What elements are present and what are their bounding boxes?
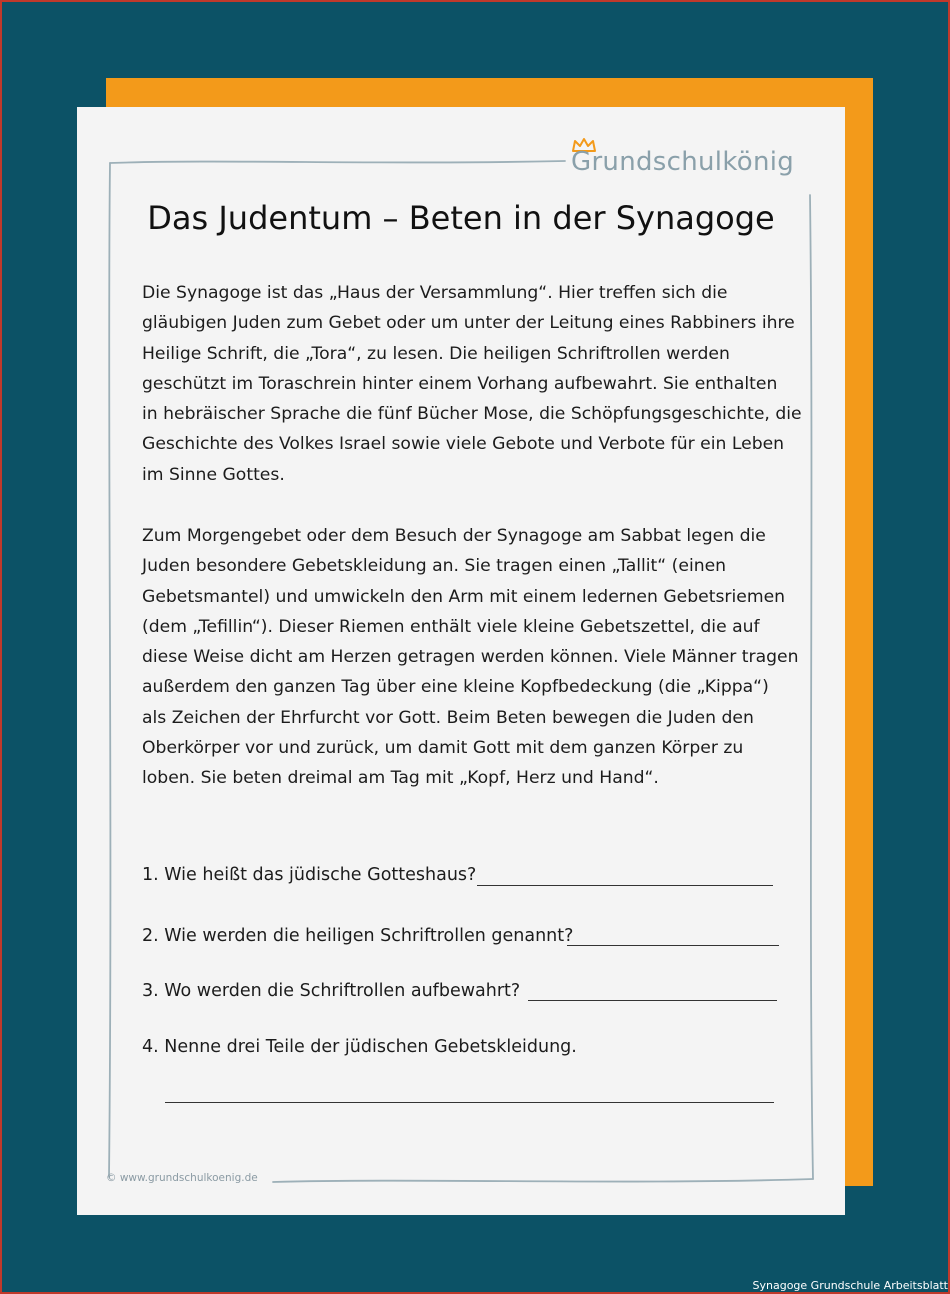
text-line: Oberkörper vor und zurück, um damit Gott mit dem ganzen Körper zu <box>142 738 744 759</box>
answer-line-2[interactable] <box>567 945 779 946</box>
image-caption: Synagoge Grundschule Arbeitsblatt <box>752 1279 948 1292</box>
text-line: geschützt im Toraschrein hinter einem Vorhang aufbewahrt. Sie enthalten <box>142 373 778 394</box>
question-4: 4. Nenne drei Teile der jüdischen Gebetskleidung. <box>142 1037 577 1057</box>
answer-line-1[interactable] <box>477 885 773 886</box>
page-title: Das Judentum – Beten in der Synagoge <box>147 199 775 237</box>
answer-line-3[interactable] <box>528 1000 777 1001</box>
text-line: Heilige Schrift, die „Tora“, zu lesen. Die heiligen Schriftrollen werden <box>142 343 730 364</box>
text-line: diese Weise dicht am Herzen getragen werden können. Viele Männer tragen <box>142 647 799 668</box>
text-line: gläubigen Juden zum Gebet oder um unter der Leitung eines Rabbiners ihre <box>142 313 795 334</box>
copyright-footer: © www.grundschulkoenig.de <box>106 1172 258 1184</box>
intro-paragraph <box>142 278 802 490</box>
text-line: Zum Morgengebet oder dem Besuch der Synagoge am Sabbat legen die <box>142 526 766 546</box>
text-line: in hebräischer Sprache die fünf Bücher Mose, die Schöpfungsgeschichte, die <box>142 404 802 425</box>
text-line: außerdem den ganzen Tag über eine kleine Kopfbedeckung (die „Kippa“) <box>142 677 769 698</box>
second-paragraph <box>142 521 799 794</box>
text-line: (dem „Tefillin“). Dieser Riemen enthält viele kleine Gebetszettel, die auf <box>142 616 760 637</box>
question-3: 3. Wo werden die Schriftrollen aufbewahrt? <box>142 981 521 1001</box>
question-1: 1. Wie heißt das jüdische Gotteshaus? <box>142 865 477 885</box>
answer-line-4[interactable] <box>165 1102 774 1103</box>
text-line: im Sinne Gottes. <box>142 464 285 485</box>
text-line: loben. Sie beten dreimal am Tag mit „Kopf, Herz und Hand“. <box>142 768 659 789</box>
worksheet-page <box>77 107 845 1215</box>
question-2: 2. Wie werden die heiligen Schriftrollen genannt? <box>142 926 574 946</box>
text-line: Die Synagoge ist das „Haus der Versammlung“. Hier treffen sich die <box>142 283 728 303</box>
text-line: Geschichte des Volkes Israel sowie viele Gebote und Verbote für ein Leben <box>142 434 785 455</box>
logo-text: Grundschulkönig <box>571 147 795 177</box>
text-line: Gebetsmantel) und umwickeln den Arm mit einem ledernen Gebetsriemen <box>142 586 786 607</box>
text-line: als Zeichen der Ehrfurcht vor Gott. Beim Beten bewegen die Juden den <box>142 707 754 728</box>
text-line: Juden besondere Gebetskleidung an. Sie tragen einen „Tallit“ (einen <box>142 556 727 577</box>
